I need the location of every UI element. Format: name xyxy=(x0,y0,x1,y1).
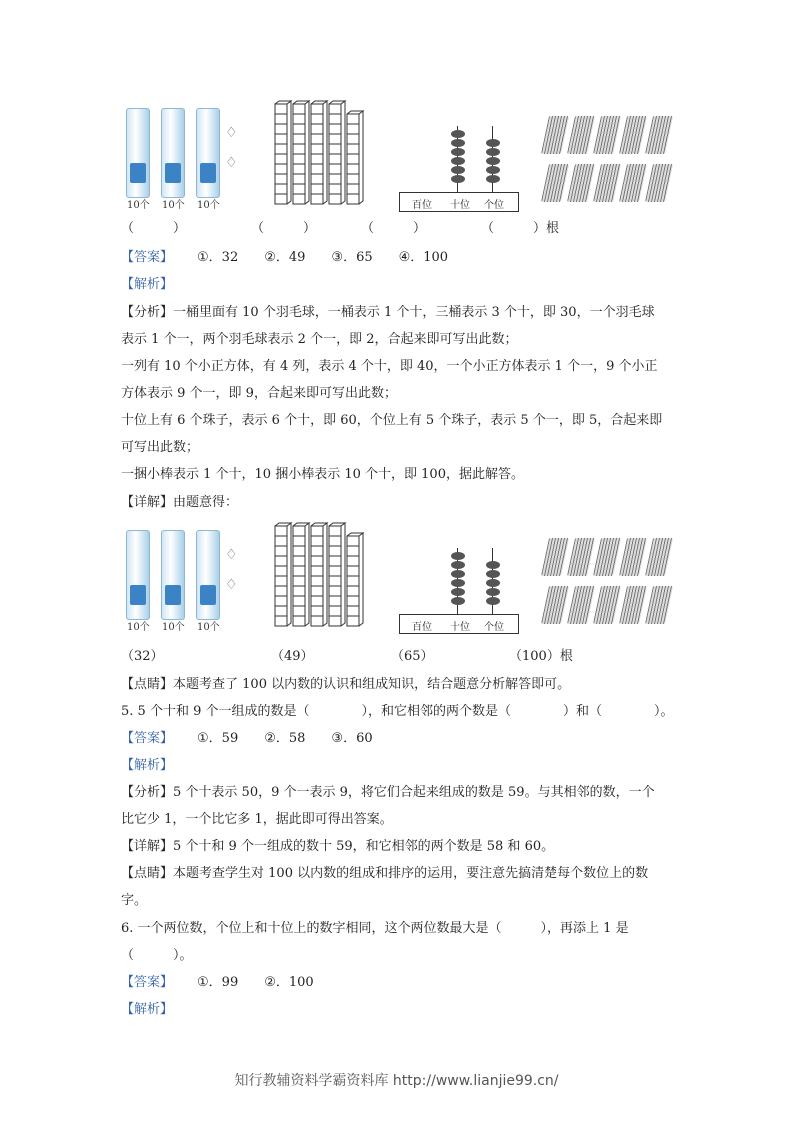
q4-jiexi-tag: 【解析】 xyxy=(121,277,174,292)
abacus-bead xyxy=(486,148,500,156)
stick-bundle-icon xyxy=(619,164,647,202)
answer-text: ①．59 ②．58 ③．60 xyxy=(197,731,373,746)
answer-blank: （ ） xyxy=(251,221,317,236)
tube-label: 10个 xyxy=(162,622,185,633)
abacus-bead xyxy=(451,561,465,569)
stick-bundle-icon xyxy=(541,538,569,576)
tube-label: 10个 xyxy=(197,622,220,633)
stick-bundle-icon xyxy=(593,586,621,624)
dianjing-text: 本题考查学生对 100 以内数的组成和排序的运用，要注意先搞清楚每个数位上的数 xyxy=(173,866,649,881)
abacus-bead xyxy=(451,579,465,587)
stick-bundle-icon xyxy=(593,538,621,576)
stick-bundle-icon xyxy=(541,116,569,154)
stick-bundle-icon xyxy=(593,164,621,202)
abacus-label: 个位 xyxy=(484,200,504,211)
q4-fenxi-line: 一捆小棒表示 1 个十，10 捆小棒表示 10 个十，即 100，据此解答。 xyxy=(121,467,524,482)
shuttlecock-tube-icon xyxy=(196,530,220,620)
q4-answer xyxy=(121,249,681,267)
stick-bundle-icon xyxy=(619,586,647,624)
abacus-label: 百位 xyxy=(412,622,432,633)
figure-row-2 xyxy=(121,522,681,632)
abacus-figure xyxy=(399,120,519,210)
footer-watermark: 知行教辅资料学霸资料库 http://www.lianjie99.cn/ xyxy=(234,1073,559,1089)
q4-fenxi-line: 方体表示 9 个一，即 9，合起来即可写出此数； xyxy=(121,386,397,401)
shuttlecock-icon: ♢ xyxy=(225,547,238,563)
xiangjie-tag: 【详解】 xyxy=(121,495,174,510)
q5-xiangjie xyxy=(121,838,681,856)
shuttlecock-icon: ♢ xyxy=(225,155,238,171)
q4-fenxi-line: 表示 1 个一，两个羽毛球表示 2 个一，即 2，合起来即可写出此数； xyxy=(121,332,518,347)
fenxi-tag: 【分析】 xyxy=(121,305,174,320)
answer-tag: 【答案】 xyxy=(121,975,174,990)
answer-blank: （ ） xyxy=(361,221,427,236)
xiangjie-tag: 【详解】 xyxy=(121,839,174,854)
answer-blank: （ ） xyxy=(121,221,187,236)
tube-label: 10个 xyxy=(162,200,185,211)
stick-bundle-icon xyxy=(567,116,595,154)
stick-bundle-icon xyxy=(645,538,673,576)
q5-fenxi-line xyxy=(121,784,681,802)
stick-bundle-icon xyxy=(567,164,595,202)
abacus-bead xyxy=(486,175,500,183)
answer-tag: 【答案】 xyxy=(121,731,174,746)
q6-answer xyxy=(121,974,681,992)
stick-bundle-icon xyxy=(541,164,569,202)
shuttlecock-icon: ♢ xyxy=(225,577,238,593)
stick-bundles-figure xyxy=(541,116,676,211)
shuttlecock-tube-icon xyxy=(161,108,185,198)
q4-fenxi-line xyxy=(121,304,681,322)
q4-fenxi-line: 十位上有 6 个珠子，表示 6 个十，即 60，个位上有 5 个珠子，表示 5 个一，即 5，合起来即 xyxy=(121,413,663,428)
q5-question: 5. 5 个十和 9 个一组成的数是（ ），和它相邻的两个数是（ ）和（ ）。 xyxy=(121,704,674,719)
stick-bundle-icon xyxy=(593,116,621,154)
tube-label: 10个 xyxy=(197,200,220,211)
fenxi-text: 5 个十表示 50，9 个一表示 9，将它们合起来组成的数是 59。与其相邻的数，一个 xyxy=(173,785,655,800)
shuttlecock-tube-icon xyxy=(196,108,220,198)
xiangjie-text: 5 个十和 9 个一组成的数十 59，和它相邻的两个数是 58 和 60。 xyxy=(173,839,555,854)
q4-fenxi-line: 可写出此数； xyxy=(121,440,200,455)
abacus-label: 十位 xyxy=(450,622,470,633)
q6-jiexi-tag: 【解析】 xyxy=(121,1002,174,1017)
abacus-bead xyxy=(451,157,465,165)
q5-jiexi-tag: 【解析】 xyxy=(121,758,174,773)
shuttlecock-icon: ♢ xyxy=(225,125,238,141)
abacus-bead xyxy=(451,552,465,560)
stick-bundle-icon xyxy=(567,586,595,624)
xiangjie-text: 由题意得： xyxy=(173,495,239,510)
abacus-bead xyxy=(486,597,500,605)
answer-text: ①．99 ②．100 xyxy=(197,975,314,990)
stick-bundle-icon xyxy=(541,586,569,624)
stick-bundle-icon xyxy=(645,586,673,624)
fenxi-text: 一桶里面有 10 个羽毛球，一桶表示 1 个十，三桶表示 3 个十，即 30，一个羽毛球 xyxy=(173,305,655,320)
q5-fenxi-line: 比它少 1，一个比它多 1，据此即可得出答案。 xyxy=(121,812,393,827)
abacus-bead xyxy=(486,166,500,174)
shuttlecock-tube-icon xyxy=(126,530,150,620)
abacus-bead xyxy=(486,579,500,587)
q5-answer xyxy=(121,730,681,748)
stick-bundle-icon xyxy=(645,164,673,202)
dianjing-text: 本题考查了 100 以内数的认识和组成知识，结合题意分析解答即可。 xyxy=(173,677,571,692)
figure-row-1 xyxy=(121,100,681,210)
q6-question: （ ）。 xyxy=(121,948,193,963)
filled-answer: （32） xyxy=(121,649,164,664)
answer-text: ①．32 ②．49 ③．65 ④．100 xyxy=(197,250,449,265)
cube-columns-figure xyxy=(271,100,371,210)
abacus-bead xyxy=(486,139,500,147)
abacus-bead xyxy=(451,148,465,156)
answer-blank: （ ）根 xyxy=(481,221,560,236)
q6-question: 6. 一个两位数，个位上和十位上的数字相同，这个两位数最大是（ ），再添上 1 是 xyxy=(121,921,629,936)
q5-dianjing-line: 字。 xyxy=(121,893,148,908)
abacus-bead xyxy=(451,139,465,147)
abacus-bead xyxy=(486,561,500,569)
abacus-bead xyxy=(451,597,465,605)
stick-bundle-icon xyxy=(619,538,647,576)
shuttlecock-tube-icon xyxy=(161,530,185,620)
shuttlecock-tube-icon xyxy=(126,108,150,198)
tube-label: 10个 xyxy=(127,200,150,211)
stick-bundle-icon xyxy=(645,116,673,154)
filled-answer: （49） xyxy=(271,649,314,664)
q4-fenxi-line: 一列有 10 个小正方体，有 4 列，表示 4 个十，即 40，一个小正方体表示 1 个一，9 个小正 xyxy=(121,359,658,374)
q4-xiangjie xyxy=(121,494,681,512)
abacus-label: 个位 xyxy=(484,622,504,633)
abacus-bead xyxy=(486,570,500,578)
abacus-bead xyxy=(486,157,500,165)
answer-tag: 【答案】 xyxy=(121,250,174,265)
stick-bundle-icon xyxy=(567,538,595,576)
abacus-label: 百位 xyxy=(412,200,432,211)
abacus-label: 十位 xyxy=(450,200,470,211)
abacus-bead xyxy=(451,166,465,174)
fenxi-tag: 【分析】 xyxy=(121,785,174,800)
abacus-bead xyxy=(486,588,500,596)
cube-columns-figure xyxy=(271,522,371,632)
abacus-bead xyxy=(451,175,465,183)
stick-bundle-icon xyxy=(619,116,647,154)
abacus-bead xyxy=(451,588,465,596)
abacus-bead xyxy=(451,130,465,138)
abacus-bead xyxy=(451,570,465,578)
dianjing-tag: 【点睛】 xyxy=(121,677,174,692)
q4-dianjing xyxy=(121,676,681,694)
filled-answer: （100）根 xyxy=(509,649,573,664)
filled-answer: （65） xyxy=(391,649,434,664)
q5-dianjing xyxy=(121,865,681,883)
dianjing-tag: 【点睛】 xyxy=(121,866,174,881)
abacus-figure xyxy=(399,542,519,632)
tube-label: 10个 xyxy=(127,622,150,633)
stick-bundles-figure xyxy=(541,538,676,633)
